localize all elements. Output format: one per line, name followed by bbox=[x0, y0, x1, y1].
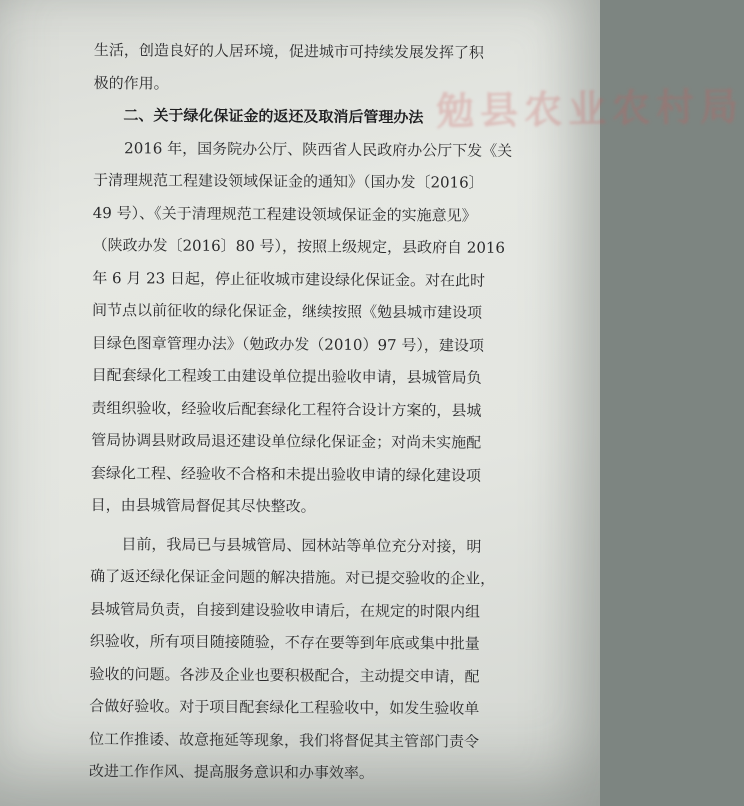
text-line: 间节点以前征收的绿化保证金，继续按照《勉县城市建设项 bbox=[92, 300, 483, 322]
text-line: 目，由县城管局督促其尽快整改。 bbox=[90, 495, 316, 516]
text-line: 年 6 月 23 日起，停止征收城市建设绿化保证金。对在此时 bbox=[92, 268, 486, 290]
text-line: 确了返还绿化保证金问题的解决措施。对已提交验收的企业， bbox=[90, 566, 496, 588]
document-body bbox=[89, 34, 552, 791]
text-line: （陕政办发〔2016〕80 号），按照上级规定，县政府自 2016 bbox=[92, 235, 506, 257]
intro-paragraph bbox=[94, 34, 552, 102]
text-line: 套绿化工程、经验收不合格和未提出验收申请的绿化建设项 bbox=[90, 463, 482, 485]
bleed-through-stamp: 勉县农业农村局 bbox=[435, 83, 744, 134]
text-line: 目配套绿化工程竣工由建设单位提出验收申请，县城管局负 bbox=[91, 365, 482, 387]
text-line: 49 号）、《关于清理规范工程建设领域保证金的实施意见》 bbox=[92, 203, 477, 225]
text-line: 位工作推诿、故意拖延等现象，我们将督促其主管部门责令 bbox=[89, 729, 480, 751]
text-line: 管局协调县财政局退还建设单位绿化保证金；对尚未实施配 bbox=[91, 430, 482, 452]
text-line: 县城管局负责，自接到建设验收申请后，在规定的时限内组 bbox=[89, 599, 481, 621]
text-line: 合做好验收。对于项目配套绿化工程验收中，如发生验收单 bbox=[89, 696, 480, 718]
text-line: 2016 年，国务院办公厅、陕西省人民政府办公厅下发《关 bbox=[124, 138, 513, 160]
text-line: 织验收，所有项目随接随验，不存在要等到年底或集中批量 bbox=[89, 631, 480, 653]
text-line: 责组织验收，经验收后配套绿化工程符合设计方案的，县城 bbox=[91, 398, 482, 420]
section-heading: 二、关于绿化保证金的返还及取消后管理办法 bbox=[123, 106, 424, 127]
text-line: 目前，我局已与县城管局、园林站等单位充分对接，明 bbox=[121, 534, 482, 556]
text-line: 极的作用。 bbox=[93, 73, 169, 93]
text-line: 改进工作作风、提高服务意识和办事效率。 bbox=[88, 761, 374, 782]
text-line: 验收的问题。各涉及企业也要积极配合，主动提交申请，配 bbox=[89, 664, 480, 686]
text-line: 目绿色图章管理办法》（勉政办发（2010）97 号），建设项 bbox=[91, 333, 484, 355]
paragraph-2 bbox=[89, 527, 549, 790]
text-line: 于清理规范工程建设领域保证金的通知》（国办发〔2016〕 bbox=[92, 170, 484, 192]
text-line: 生活，创造良好的人居环境，促进城市可持续发展发挥了积 bbox=[93, 40, 484, 62]
paragraph-1 bbox=[91, 131, 552, 524]
